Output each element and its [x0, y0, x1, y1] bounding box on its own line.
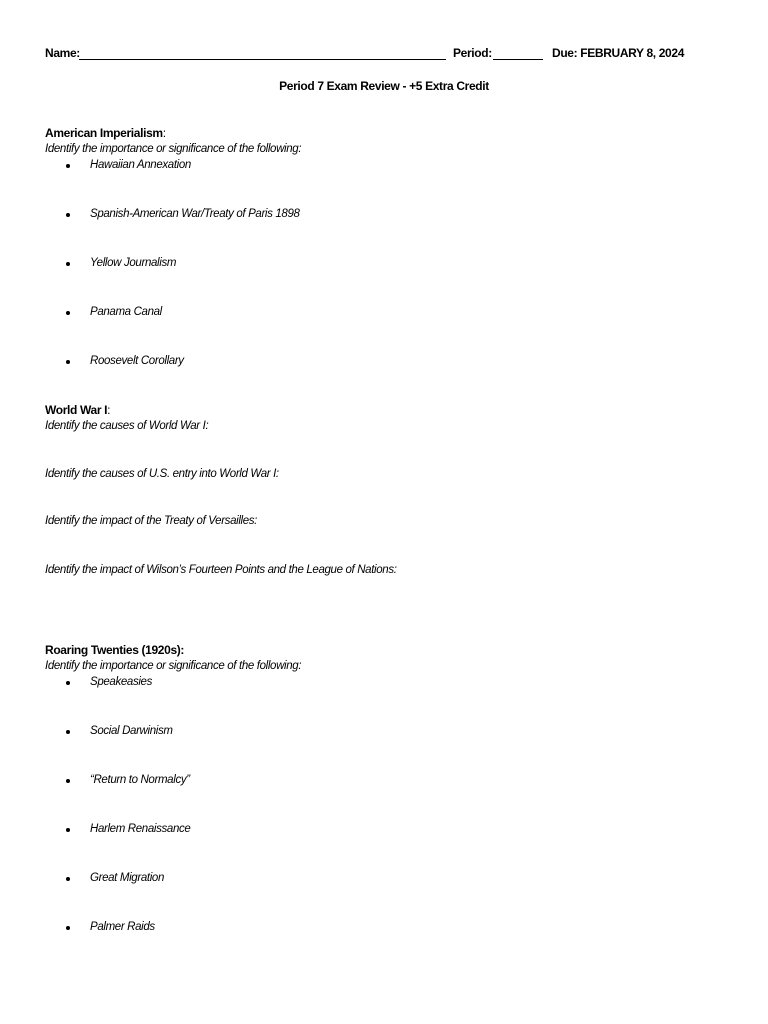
wwi-prompt: Identify the causes of U.S. entry into World War I: [45, 468, 279, 480]
period-label: Period: [453, 46, 492, 60]
list-item-text: Great Migration [90, 872, 165, 884]
wwi-prompt: Identify the impact of the Treaty of Versailles: [45, 515, 258, 527]
bullet-icon [66, 779, 70, 783]
list-item-text: Hawaiian Annexation [90, 159, 191, 171]
list-item-text: “Return to Normalcy” [90, 774, 190, 786]
wwi-prompt: Identify the causes of World War I: [45, 420, 209, 432]
bullet-icon [66, 360, 70, 364]
name-label: Name: [45, 46, 80, 60]
bullet-icon [66, 926, 70, 930]
list-item-text: Speakeasies [90, 676, 152, 688]
bullet-icon [66, 311, 70, 315]
section-heading-imperialism-text: American Imperialism [45, 126, 163, 140]
section-heading-wwi-text: World War I [45, 403, 108, 417]
bullet-icon [66, 213, 70, 217]
bullet-icon [66, 828, 70, 832]
bullet-icon [66, 164, 70, 168]
bullet-icon [66, 877, 70, 881]
list-item-text: Harlem Renaissance [90, 823, 191, 835]
bullet-icon [66, 681, 70, 685]
period-blank-line [493, 59, 543, 60]
list-item-text: Social Darwinism [90, 725, 173, 737]
list-item-text: Panama Canal [90, 306, 162, 318]
header-row [45, 46, 685, 62]
twenties-instruction: Identify the importance or significance of the following: [45, 660, 302, 672]
section-heading-wwi: World War I: [45, 403, 111, 417]
list-item-text: Spanish-American War/Treaty of Paris 1898 [90, 208, 300, 220]
bullet-icon [66, 262, 70, 266]
due-date: Due: FEBRUARY 8, 2024 [552, 46, 685, 60]
list-item-text: Roosevelt Corollary [90, 355, 184, 367]
bullet-icon [66, 730, 70, 734]
imperialism-instruction: Identify the importance or significance of the following: [45, 143, 302, 155]
section-heading-twenties: Roaring Twenties (1920s): [45, 643, 185, 657]
wwi-prompt: Identify the impact of Wilson’s Fourteen Points and the League of Nations: [45, 564, 397, 576]
list-item-text: Yellow Journalism [90, 257, 177, 269]
page-title: Period 7 Exam Review - +5 Extra Credit [279, 79, 489, 93]
name-blank-line [79, 59, 446, 60]
section-heading-imperialism: American Imperialism: [45, 126, 166, 140]
list-item-text: Palmer Raids [90, 921, 155, 933]
